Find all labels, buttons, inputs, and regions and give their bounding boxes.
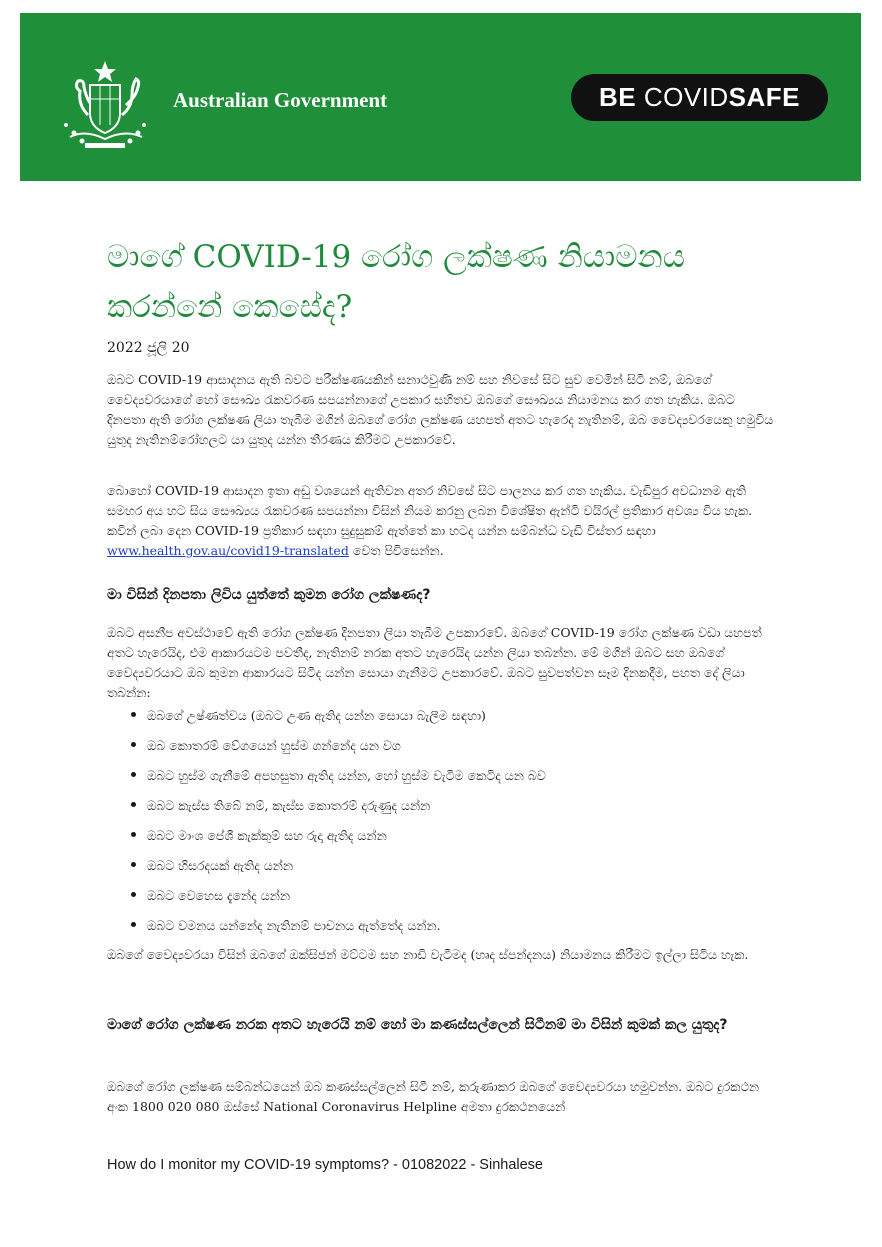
list-item-text: ඔබට මාංශ පේශී කැක්කුම් සහ රුදා ඇතිද යන්න <box>147 828 387 843</box>
health-translated-link[interactable]: www.health.gov.au/covid19-translated <box>107 543 349 558</box>
list-item-text: ඔබට හුස්ම ගැනීමේ අපහසුතා ඇතිද යන්න, හෝ හුස්ම වැටීම කෙටිද යන බව <box>147 768 546 783</box>
page-footer: How do I monitor my COVID-19 symptoms? - 01082022 - Sinhalese <box>107 1157 543 1173</box>
list-item <box>107 795 767 825</box>
list-item <box>107 705 767 735</box>
intro-paragraph-1: ඔබට COVID-19 ආසාදනය ඇති බවට පරීක්ෂණයකින් සනාථවුණි නම් සහ නිවසේ සිට සුව වෙමින් සිටී නම්, ඔබගේ වෛද්‍යවරයාගේ හෝ සෞඛ්‍ය රැකවරණ සපයන්නාගේ උපකාර සහිතව ඔබගේ සෞඛ්‍යය නියාමනය කර ගත හැකිය. ඔබට දිනපතා ඇති රෝග ලක්ෂණ ලියා තැබීම මගින් ඔබගේ රෝග ලක්ෂණ යහපත් අතට හැරෙද නැතිනම්, ඔබ වෛද්‍යවරයෙකු හමුවිය යුතුද නැතිනම්රෝහලට යා යුතුද යන්න තීරණය කිරීමට උපකාරවේ. <box>107 372 774 447</box>
bullet-icon <box>131 862 136 867</box>
badge-covid: COVID <box>643 82 729 112</box>
bullet-icon <box>131 832 136 837</box>
list-item <box>107 765 767 795</box>
list-item-text: ඔබට වමනය යන්නේද නැතිනම් පාචනය ඇත්තේද යන්න. <box>147 918 441 933</box>
section-heading-symptoms: මා විසින් දිනපතා ලිවිය යුත්තේ කුමන රෝග ලක්ෂණද? <box>107 587 431 603</box>
list-item-text: ඔබගේ උෂ්ණත්වය (ඔබට උණ ඇතිද යන්න සොයා බැලීම සඳහා) <box>147 708 486 723</box>
bullet-icon <box>131 922 136 927</box>
link-suffix: වෙත පිවිසෙන්න. <box>352 543 444 558</box>
bullet-icon <box>131 772 136 777</box>
header-banner <box>20 13 861 181</box>
intro-paragraph-2 <box>107 481 777 561</box>
list-item-text: ඔබ කොතරම් වේගයෙන් හුස්ම ගන්නේද යන වග <box>147 738 401 753</box>
symptom-list <box>107 705 767 945</box>
list-item-text: ඔබට හිසරදයක් ඇතිද යන්න <box>147 858 294 873</box>
bullet-icon <box>131 712 136 717</box>
symptoms-paragraph: ඔබට අසනීප අවස්ථාවේ ඇති රෝග ලක්ෂණ දිනපතා ලියා තැබීම උපකාරවේ. ඔබගේ COVID-19 රෝග ලක්ෂණ වඩා යහපත් අතට හැරෙයිද, එම ආකාරයටම පවතීද, නැතිනම් නරක අතට හැරෙයිද යන්න ලියා තබන්න. මේ මගින් ඔබට සහ ඔබගේ වෛද්‍යවරයාට ඔබ කුමන ආකාරයට සිටීද යන්න සොයා ගැනීමට උපකාරවේ. ඔබට සුවපත්වන සෑම දිනකදීම, පහත දේ ලියා තබන්න: <box>107 625 762 700</box>
badge-safe: SAFE <box>728 82 801 112</box>
government-name: Australian Government <box>173 88 388 112</box>
list-item <box>107 825 767 855</box>
list-item <box>107 735 767 765</box>
bullet-icon <box>131 742 136 747</box>
list-item <box>107 855 767 885</box>
intro-paragraph-2-text: බොහෝ COVID-19 ආසාදන ඉතා අඩු වශයෙන් ඇතිවන අතර නිවසේ සිට පාලනය කර ගත හැකිය. වැඩිපුර අවධානම ඇති සමහර අය හට සිය සෞඛ්‍යය රැකවරණ සපයන්නා විසින් නියම කරනු ලබන විශේෂිත ඇන්ටි වයිරල් ප්‍රතිකාර අවශ්‍ය විය හැක. කවින් ලබා දෙන COVID-19 ප්‍රතිකාර සඳහා සුදුසුකම් ඇත්තේ කා හටද යන්න සම්බන්ධ වැඩි විස්තර සඳහා <box>107 483 753 538</box>
publish-date: 2022 ජූලි 20 <box>107 340 190 356</box>
worse-paragraph: ඔබගේ රෝග ලක්ෂණ සම්බන්ධයෙන් ඔබ කණස්සල්ලෙන් සිටී නම්, කරුණාකර ඔබගේ වෛද්‍යවරයා හමුවන්න. ඔබට දුරකථන අංක 1800 020 080 ඔස්සේ National Coronavirus Helpline අමතා දුරකථනයෙන් <box>107 1079 760 1114</box>
be-covidsafe-badge <box>571 74 828 121</box>
section-heading-worse: මාගේ රෝග ලක්ෂණ නරක අතට හැරෙයි නම් හෝ මා කණස්සල්ලෙන් සිටීනම් මා විසින් කුමක් කල යුතුද? <box>107 1017 728 1033</box>
bullet-icon <box>131 892 136 897</box>
list-item <box>107 915 767 945</box>
list-item-text: ඔබට කැස්ස තිබේ නම්, කැස්ස කොතරම් දරුණුද යන්න <box>147 798 431 813</box>
list-item <box>107 885 767 915</box>
list-item-text: ඔබට වෙහෙස දැනේද යන්න <box>147 888 290 903</box>
badge-be: BE <box>598 82 637 112</box>
bullet-icon <box>131 802 136 807</box>
page-title: මාගේ COVID-19 රෝග ලක්ෂණ නියාමනය කරන්නේ කෙසේද? <box>107 239 685 325</box>
oxygen-paragraph: ඔබගේ වෛද්‍යවරයා විසින් ඔබගේ ඔක්සිජන් මට්ටම සහ නාඩි වැටීමද (හෘද ස්පන්දනය) නියාමනය කිරීමට ඉල්ලා සිටිය හැක. <box>107 947 749 962</box>
coat-of-arms-icon <box>50 55 160 155</box>
